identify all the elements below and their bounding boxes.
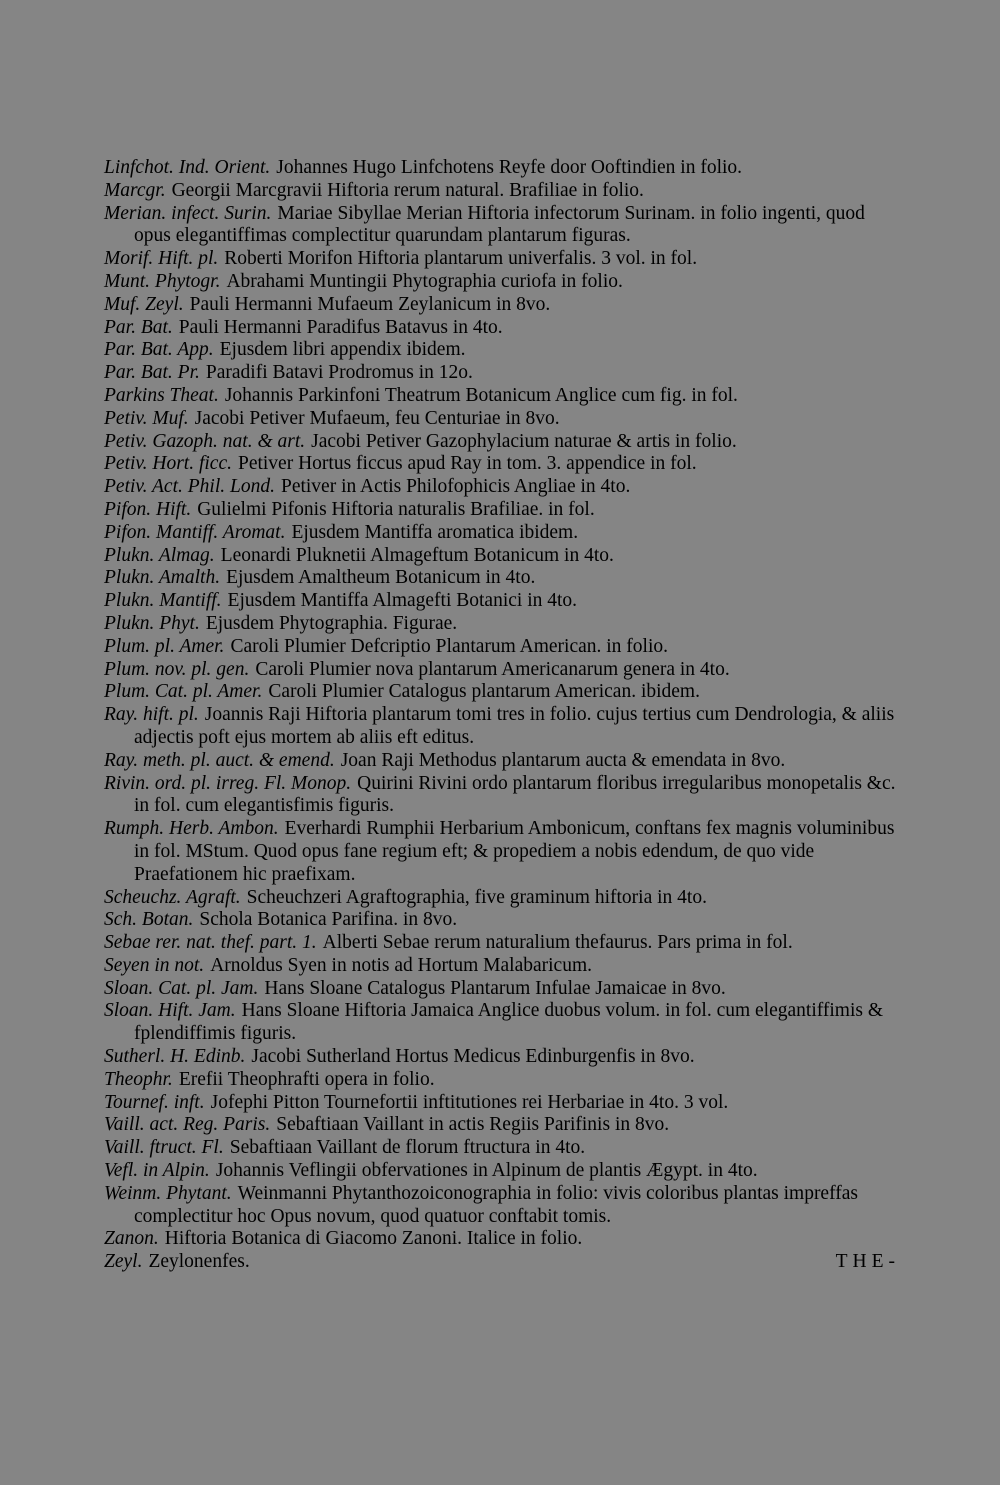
- entry-text: Jacobi Petiver Gazophylacium naturae & artis in folio.: [311, 430, 737, 452]
- entry-text: Everhardi Rumphii Herbarium Ambonicum, conftans fex magnis voluminibus in fol. MStum. Quod opus fane regium eft; & propediem a nobis edendum, de quo vide Praefationem hic praefixam.: [134, 818, 895, 885]
- entry-text: Roberti Morifon Hiftoria plantarum univerfalis. 3 vol. in fol.: [224, 248, 698, 270]
- entry-text: Weinmanni Phytanthozoiconographia in folio: vivis coloribus plantas impreffas complectitur hoc Opus novum, quod quatuor conftabit tomis.: [134, 1182, 858, 1227]
- entry-abbreviation: Zanon.: [104, 1228, 159, 1250]
- list-item: [104, 567, 900, 590]
- entry-text: Hiftoria Botanica di Giacomo Zanoni. Italice in folio.: [164, 1228, 583, 1250]
- list-item: [104, 545, 900, 568]
- list-item: [104, 932, 900, 955]
- entry-abbreviation: Par. Bat. App.: [104, 339, 214, 361]
- entry-abbreviation: Merian. infect. Surin.: [104, 202, 272, 224]
- list-item: [104, 180, 900, 203]
- entry-abbreviation: Par. Bat. Pr.: [104, 362, 200, 384]
- entry-abbreviation: Marcgr.: [104, 179, 166, 201]
- entry-text: Alberti Sebae rerum naturalium thefaurus. Pars prima in fol.: [322, 932, 793, 954]
- entry-abbreviation: Petiv. Gazoph. nat. & art.: [104, 430, 306, 452]
- entry-text: Paradifi Batavi Prodromus in 12o.: [205, 362, 473, 384]
- entry-text: Jacobi Sutherland Hortus Medicus Edinburgenfis in 8vo.: [251, 1046, 695, 1068]
- list-item: [104, 978, 900, 1001]
- entry-abbreviation: Parkins Theat.: [104, 384, 219, 406]
- entry-text: Ejusdem Mantiffa Almagefti Botanici in 4to.: [227, 590, 578, 612]
- list-item: [104, 476, 900, 499]
- list-item: [104, 408, 900, 431]
- list-item: [104, 453, 900, 476]
- bibliography-list: [104, 157, 900, 1274]
- entry-text: Pauli Hermanni Mufaeum Zeylanicum in 8vo.: [189, 293, 551, 315]
- entry-text: Ejusdem libri appendix ibidem.: [219, 339, 466, 361]
- entry-text: Petiver Hortus ficcus apud Ray in tom. 3. appendice in fol.: [237, 453, 697, 475]
- entry-abbreviation: Scheuchz. Agraft.: [104, 886, 241, 908]
- entry-text: Quirini Rivini ordo plantarum floribus irregularibus monopetalis &c. in fol. cum elegantisfimis figuris.: [134, 772, 896, 817]
- list-item: [104, 1114, 900, 1137]
- entry-text: Hans Sloane Catalogus Plantarum Infulae Jamaicae in 8vo.: [264, 977, 726, 999]
- list-item: [104, 362, 900, 385]
- entry-abbreviation: Morif. Hift. pl.: [104, 248, 219, 270]
- list-item: [104, 157, 900, 180]
- list-item: [104, 750, 900, 773]
- entry-abbreviation: Sebae rer. nat. thef. part. 1.: [104, 932, 317, 954]
- entry-abbreviation: Plum. nov. pl. gen.: [104, 658, 250, 680]
- entry-text: Pauli Hermanni Paradifus Batavus in 4to.: [178, 316, 503, 338]
- entry-text: Ejusdem Mantiffa aromatica ibidem.: [291, 521, 579, 543]
- entry-abbreviation: Petiv. Act. Phil. Lond.: [104, 476, 275, 498]
- entry-abbreviation: Ray. hift. pl.: [104, 704, 199, 726]
- entry-abbreviation: Sloan. Hift. Jam.: [104, 1000, 236, 1022]
- entry-abbreviation: Vaill. act. Reg. Paris.: [104, 1114, 271, 1136]
- entry-abbreviation: Rumph. Herb. Ambon.: [104, 818, 279, 840]
- entry-abbreviation: Sch. Botan.: [104, 909, 194, 931]
- entry-abbreviation: Plum. Cat. pl. Amer.: [104, 681, 263, 703]
- entry-text: Caroli Plumier Catalogus plantarum American. ibidem.: [268, 681, 700, 703]
- entry-abbreviation: Linfchot. Ind. Orient.: [104, 157, 271, 178]
- list-item: [104, 203, 900, 249]
- entry-text: Hans Sloane Hiftoria Jamaica Anglice duobus volum. in fol. cum elegantiffimis & fplendiffimis figuris.: [134, 1000, 884, 1045]
- entry-text: Sebaftiaan Vaillant in actis Regiis Parifinis in 8vo.: [276, 1114, 670, 1136]
- entry-abbreviation: Plukn. Amalth.: [104, 567, 221, 589]
- list-item: [104, 1046, 900, 1069]
- entry-abbreviation: Pifon. Hift.: [104, 498, 192, 520]
- entry-abbreviation: Plukn. Phyt.: [104, 612, 200, 634]
- last-line: [104, 1251, 900, 1274]
- entry-text: Jacobi Petiver Mufaeum, feu Centuriae in 8vo.: [194, 407, 560, 429]
- entry-text: Mariae Sibyllae Merian Hiftoria infectorum Surinam. in folio ingenti, quod opus elegantiffimas complectitur quarundam plantarum figuras.: [134, 202, 865, 247]
- entry-text: Ejusdem Phytographia. Figurae.: [205, 612, 458, 634]
- entry-text: Arnoldus Syen in notis ad Hortum Malabaricum.: [210, 954, 593, 976]
- entry-abbreviation: Petiv. Hort. ficc.: [104, 453, 232, 475]
- entry-text: Schola Botanica Parifina. in 8vo.: [199, 909, 458, 931]
- entry-abbreviation: Seyen in not.: [104, 954, 205, 976]
- list-item: [104, 271, 900, 294]
- list-item: [104, 955, 900, 978]
- list-item: [104, 887, 900, 910]
- entry-text: Johannis Parkinfoni Theatrum Botanicum Anglice cum fig. in fol.: [224, 384, 738, 406]
- list-item: [104, 499, 900, 522]
- list-item: [104, 1251, 250, 1274]
- list-item: [104, 1228, 900, 1251]
- entry-text: Abrahami Muntingii Phytographia curiofa in folio.: [226, 270, 623, 292]
- entry-abbreviation: Muf. Zeyl.: [104, 293, 184, 315]
- list-item: [104, 431, 900, 454]
- list-item: [104, 294, 900, 317]
- list-item: [104, 317, 900, 340]
- entry-text: Zeylonenfes.: [148, 1251, 250, 1273]
- entry-abbreviation: Petiv. Muf.: [104, 407, 189, 429]
- entry-text: Petiver in Actis Philofophicis Angliae in 4to.: [280, 476, 631, 498]
- entry-abbreviation: Vaill. ftruct. Fl.: [104, 1137, 224, 1159]
- list-item: [104, 385, 900, 408]
- entry-abbreviation: Par. Bat.: [104, 316, 173, 338]
- entry-text: Caroli Plumier Defcriptio Plantarum American. in folio.: [230, 635, 669, 657]
- entry-text: Johannes Hugo Linfchotens Reyfe door Ooftindien in folio.: [276, 157, 743, 178]
- entry-text: Ejusdem Amaltheum Botanicum in 4to.: [226, 567, 536, 589]
- list-item: [104, 1183, 900, 1229]
- entry-abbreviation: Ray. meth. pl. auct. & emend.: [104, 749, 335, 771]
- list-item: [104, 1000, 900, 1046]
- entry-abbreviation: Tournef. inft.: [104, 1091, 205, 1113]
- entry-text: Sebaftiaan Vaillant de florum ftructura in 4to.: [229, 1137, 586, 1159]
- list-item: [104, 681, 900, 704]
- entry-text: Scheuchzeri Agraftographia, five graminum hiftoria in 4to.: [246, 886, 707, 908]
- list-item: [104, 909, 900, 932]
- entry-text: Caroli Plumier nova plantarum Americanarum genera in 4to.: [255, 658, 730, 680]
- list-item: [104, 818, 900, 886]
- list-item: [104, 704, 900, 750]
- entry-abbreviation: Pifon. Mantiff. Aromat.: [104, 521, 286, 543]
- entry-abbreviation: Plum. pl. Amer.: [104, 635, 225, 657]
- list-item: [104, 339, 900, 362]
- list-item: [104, 1160, 900, 1183]
- entry-abbreviation: Sutherl. H. Edinb.: [104, 1046, 246, 1068]
- entry-abbreviation: Zeyl.: [104, 1251, 143, 1273]
- entry-abbreviation: Theophr.: [104, 1068, 173, 1090]
- entry-abbreviation: Rivin. ord. pl. irreg. Fl. Monop.: [104, 772, 352, 794]
- list-item: [104, 522, 900, 545]
- entry-abbreviation: Plukn. Mantiff.: [104, 590, 222, 612]
- entry-text: Joannis Raji Hiftoria plantarum tomi tres in folio. cujus tertius cum Dendrologia, & aliis adjectis poft ejus mortem ab aliis eft editus.: [134, 704, 895, 748]
- entry-text: Leonardi Pluknetii Almageftum Botanicum in 4to.: [220, 544, 614, 566]
- entry-text: Georgii Marcgravii Hiftoria rerum natural. Brafiliae in folio.: [171, 179, 644, 201]
- list-item: [104, 1069, 900, 1092]
- entry-abbreviation: Vefl. in Alpin.: [104, 1160, 210, 1182]
- list-item: [104, 613, 900, 636]
- entry-abbreviation: Plukn. Almag.: [104, 544, 215, 566]
- catchword: THE-: [835, 1251, 900, 1273]
- entry-text: Gulielmi Pifonis Hiftoria naturalis Brafiliae. in fol.: [197, 498, 595, 520]
- entry-text: Johannis Veflingii obfervationes in Alpinum de plantis Ægypt. in 4to.: [215, 1160, 758, 1182]
- entry-abbreviation: Sloan. Cat. pl. Jam.: [104, 977, 259, 999]
- entry-abbreviation: Munt. Phytogr.: [104, 270, 221, 292]
- list-item: [104, 636, 900, 659]
- list-item: [104, 1137, 900, 1160]
- list-item: [104, 590, 900, 613]
- entry-text: Jofephi Pitton Tournefortii inftitutiones rei Herbariae in 4to. 3 vol.: [210, 1091, 729, 1113]
- list-item: [104, 773, 900, 819]
- entry-abbreviation: Weinm. Phytant.: [104, 1182, 232, 1204]
- list-item: [104, 659, 900, 682]
- list-item: [104, 1092, 900, 1115]
- entry-text: Joan Raji Methodus plantarum aucta & emendata in 8vo.: [340, 749, 786, 771]
- entry-text: Erefii Theophrafti opera in folio.: [178, 1068, 435, 1090]
- list-item: [104, 248, 900, 271]
